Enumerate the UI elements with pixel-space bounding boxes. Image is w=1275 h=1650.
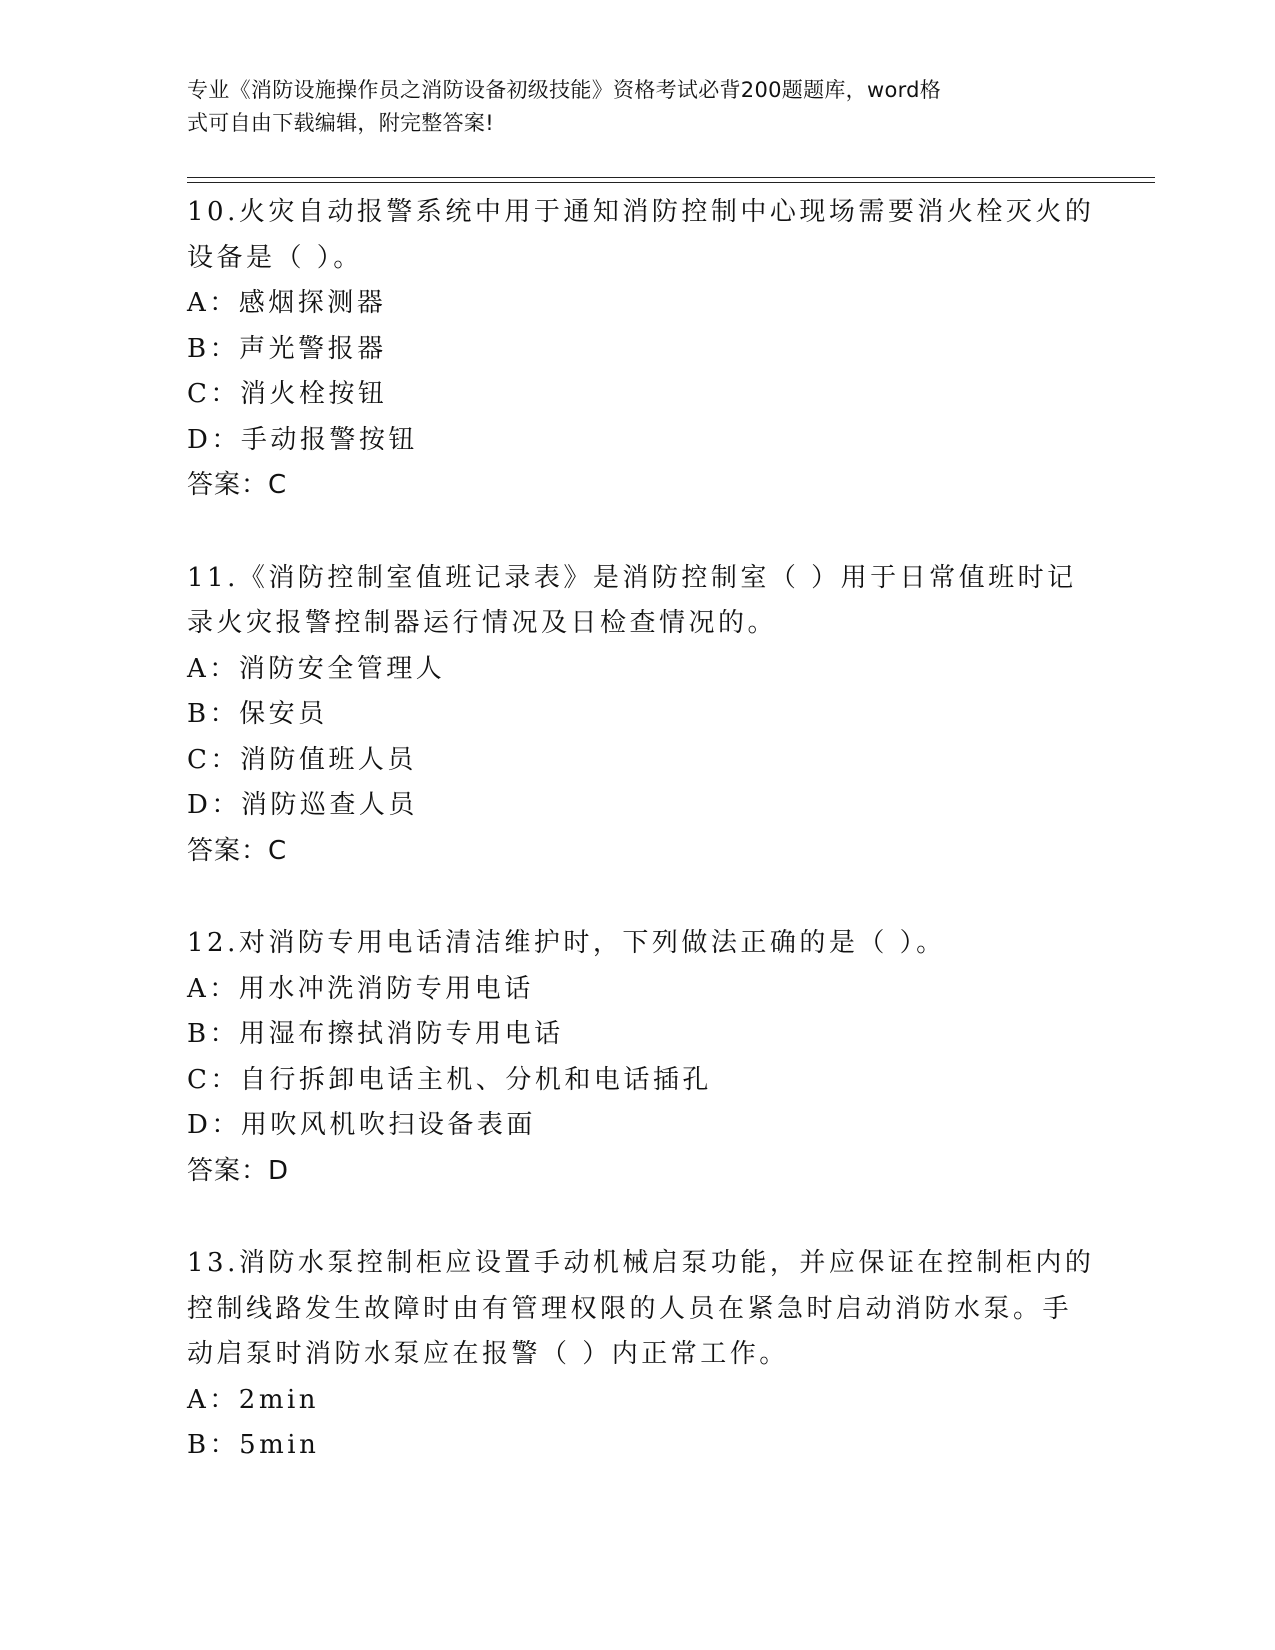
answer-label: 答案：C — [187, 470, 288, 500]
header-line-2: 式可自由下载编辑，附完整答案! — [187, 111, 494, 135]
option-d: D：用吹风机吹扫设备表面 — [187, 1110, 536, 1140]
question-11 — [187, 556, 1087, 875]
question-spacer — [187, 509, 1087, 556]
question-text-line: 12.对消防专用电话清洁维护时，下列做法正确的是（ ）。 — [187, 928, 946, 958]
question-12 — [187, 921, 1087, 1194]
option-b: B：5min — [187, 1430, 320, 1460]
question-spacer — [187, 1194, 1087, 1241]
option-d: D：手动报警按钮 — [187, 424, 418, 455]
option-a: A：2min — [187, 1384, 320, 1415]
question-10 — [187, 190, 1095, 509]
question-text-line: 设备是（ ）。 — [187, 242, 363, 273]
answer-label: 答案：D — [187, 1155, 290, 1186]
option-b: B：声光警报器 — [187, 333, 387, 364]
answer-label: 答案：C — [187, 835, 288, 866]
option-c: C：自行拆卸电话主机、分机和电话插孔 — [187, 1064, 712, 1095]
option-a: A：用水冲洗消防专用电话 — [187, 973, 534, 1004]
question-text-line: 录火灾报警控制器运行情况及日检查情况的。 — [187, 608, 778, 638]
document-header — [187, 74, 1067, 140]
question-spacer — [187, 874, 1087, 921]
question-text-line: 13.消防水泵控制柜应设置手动机械启泵功能，并应保证在控制柜内的 — [187, 1248, 1095, 1278]
option-a: A：感烟探测器 — [187, 288, 387, 318]
option-b: B：用湿布擦拭消防专用电话 — [187, 1019, 564, 1049]
question-text-line: 11.《消防控制室值班记录表》是消防控制室（ ）用于日常值班时记 — [187, 562, 1077, 593]
option-d: D：消防巡查人员 — [187, 790, 418, 820]
question-list — [187, 190, 1095, 1469]
option-a: A：消防安全管理人 — [187, 653, 446, 684]
option-b: B：保安员 — [187, 699, 328, 729]
header-divider-bottom — [187, 182, 1155, 183]
option-c: C：消防值班人员 — [187, 744, 417, 775]
option-c: C：消火栓按钮 — [187, 379, 388, 409]
question-text-line: 动启泵时消防水泵应在报警（ ）内正常工作。 — [187, 1339, 789, 1369]
header-divider-top — [187, 177, 1155, 178]
question-text-line: 10.火灾自动报警系统中用于通知消防控制中心现场需要消火栓灭火的 — [187, 197, 1095, 227]
header-line-1: 专业《消防设施操作员之消防设备初级技能》资格考试必背200题题库，word格 — [187, 78, 942, 102]
question-13 — [187, 1241, 1095, 1469]
question-text-line: 控制线路发生故障时由有管理权限的人员在紧急时启动消防水泵。手 — [187, 1293, 1073, 1324]
